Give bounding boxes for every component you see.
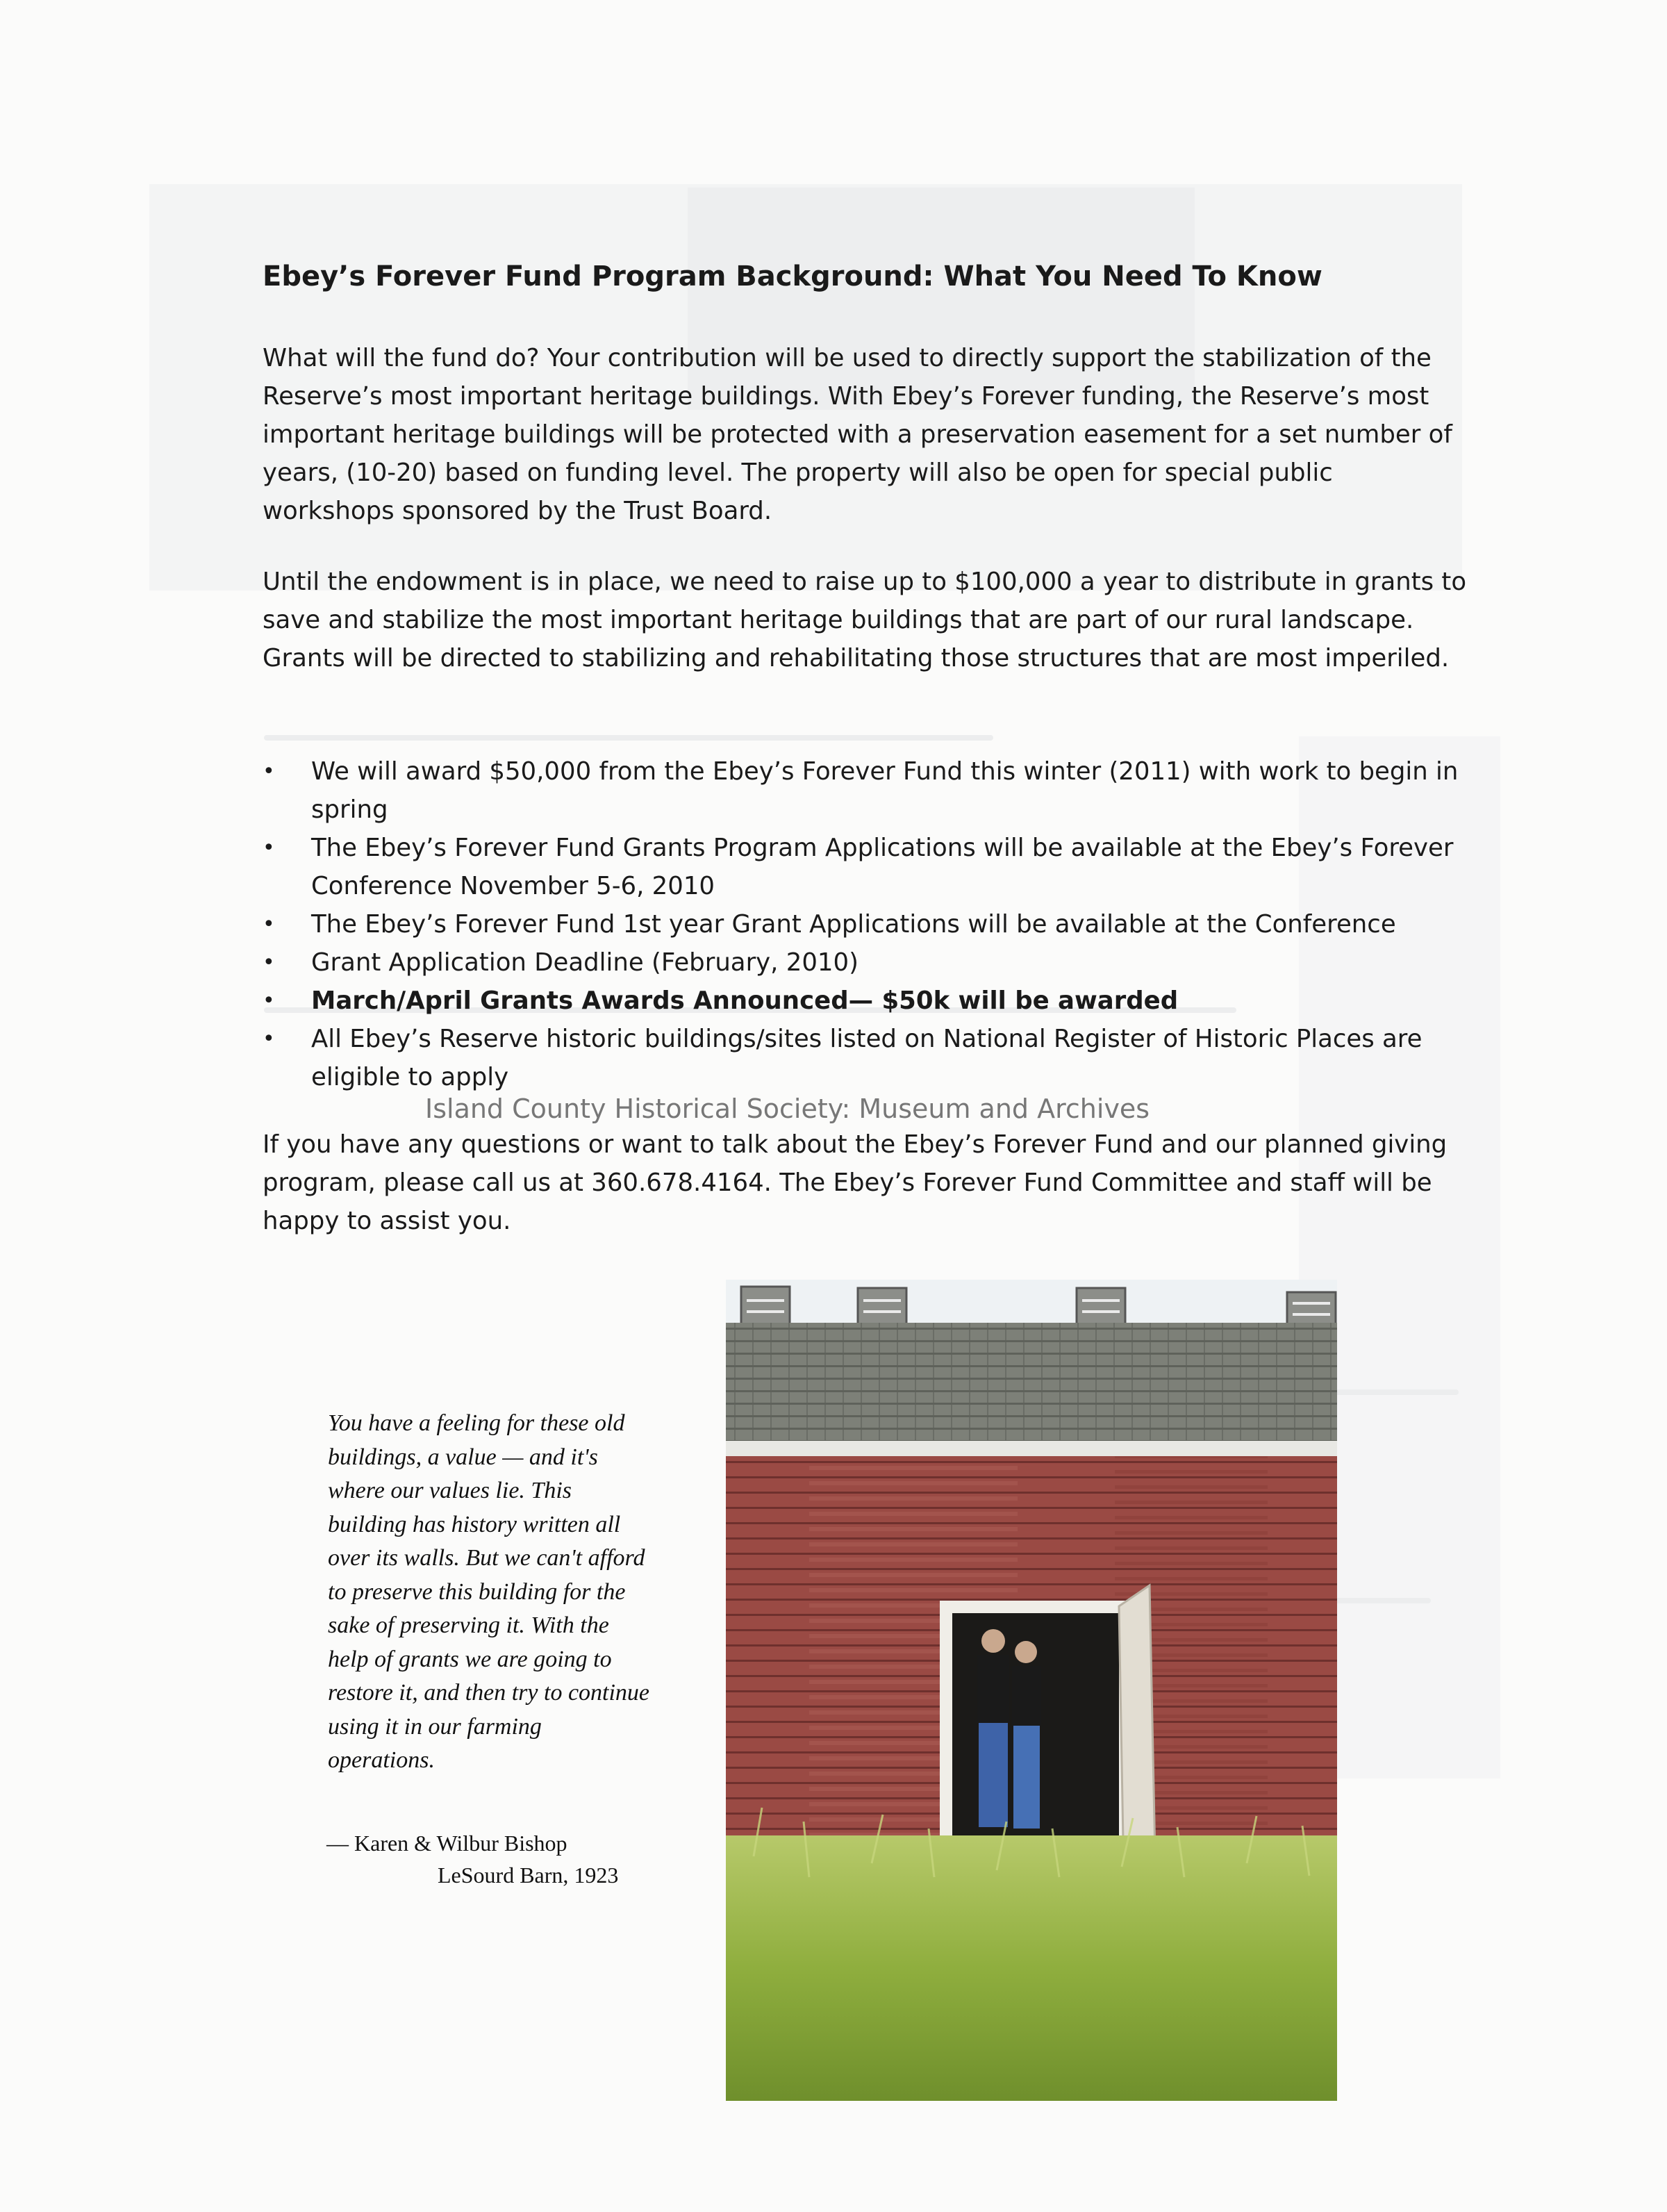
bullet-icon: • — [263, 759, 275, 784]
list-item — [263, 752, 1471, 829]
list-item — [263, 943, 1471, 982]
archive-stamp: Island County Historical Society: Museum and Archives — [425, 1093, 1150, 1124]
paragraph-endowment: Until the endowment is in place, we need to raise up to $100,000 a year to distribute in grants to save and stabilize the most important heritage buildings that are part of our rural landscape. Grants will be directed to stabilizing and rehabilitating those structures that are most imperiled. — [263, 568, 1467, 672]
list-item-text: We will award $50,000 from the Ebey’s Forever Fund this winter (2011) with work to begin in spring — [311, 757, 1459, 824]
list-item — [263, 982, 1471, 1020]
list-item — [263, 905, 1471, 943]
roof-trim — [726, 1441, 1337, 1456]
list-item-text: The Ebey’s Forever Fund Grants Program Applications will be available at the Ebey’s Forever Conference November 5-6, 2010 — [311, 834, 1454, 900]
paragraph-contact: If you have any questions or want to talk about the Ebey’s Forever Fund and our planned giving program, please call us at 360.678.4164. The Ebey’s Forever Fund Committee and staff will be happy to assist you. — [263, 1130, 1448, 1235]
bullet-icon: • — [263, 836, 275, 860]
list-item — [263, 829, 1471, 905]
bullet-icon: • — [263, 912, 275, 936]
bleed-through-line — [264, 735, 993, 741]
attribution-place: LeSourd Barn, 1923 — [438, 1863, 619, 1888]
barn-roof — [726, 1323, 1337, 1446]
open-door — [1119, 1585, 1155, 1856]
quote-attribution — [326, 1827, 653, 1891]
page-title: Ebey’s Forever Fund Program Background: What You Need To Know — [263, 261, 1322, 292]
bullet-icon: • — [263, 1027, 275, 1051]
list-item-text: The Ebey’s Forever Fund 1st year Grant Applications will be available at the Conference — [311, 910, 1396, 939]
list-item-text: March/April Grants Awards Announced— $50k will be awarded — [311, 987, 1179, 1015]
barn-illustration — [726, 1280, 1337, 2101]
attribution-names: — Karen & Wilbur Bishop — [326, 1831, 567, 1856]
bullet-list — [263, 752, 1471, 1096]
list-item — [263, 1020, 1471, 1096]
paragraph-fund-purpose: What will the fund do? Your contribution will be used to directly support the stabilization of the Reserve’s most important heritage buildings. With Ebey’s Forever funding, the Reserve’s most important heritage buildings will be protected with a preservation easement for a set number of years, (10-20) based on funding level. The property will also be open for special public workshops sponsored by the Trust Board. — [263, 344, 1452, 525]
bullet-icon: • — [263, 989, 275, 1013]
bullet-icon: • — [263, 950, 275, 975]
pull-quote: You have a feeling for these old buildings, a value — and it's where our values lie. This building has history written all over its walls. But we can't afford to preserve this building for the sake of preserving it. With the help of grants we are going to restore it, and then try to continue using it in our farming operations. — [328, 1410, 650, 1773]
grass — [726, 1835, 1337, 2101]
list-item-text: All Ebey’s Reserve historic buildings/sites listed on National Register of Historic Places are eligible to apply — [311, 1025, 1423, 1091]
list-item-text: Grant Application Deadline (February, 2010) — [311, 948, 859, 977]
barn-photo — [726, 1280, 1337, 2101]
